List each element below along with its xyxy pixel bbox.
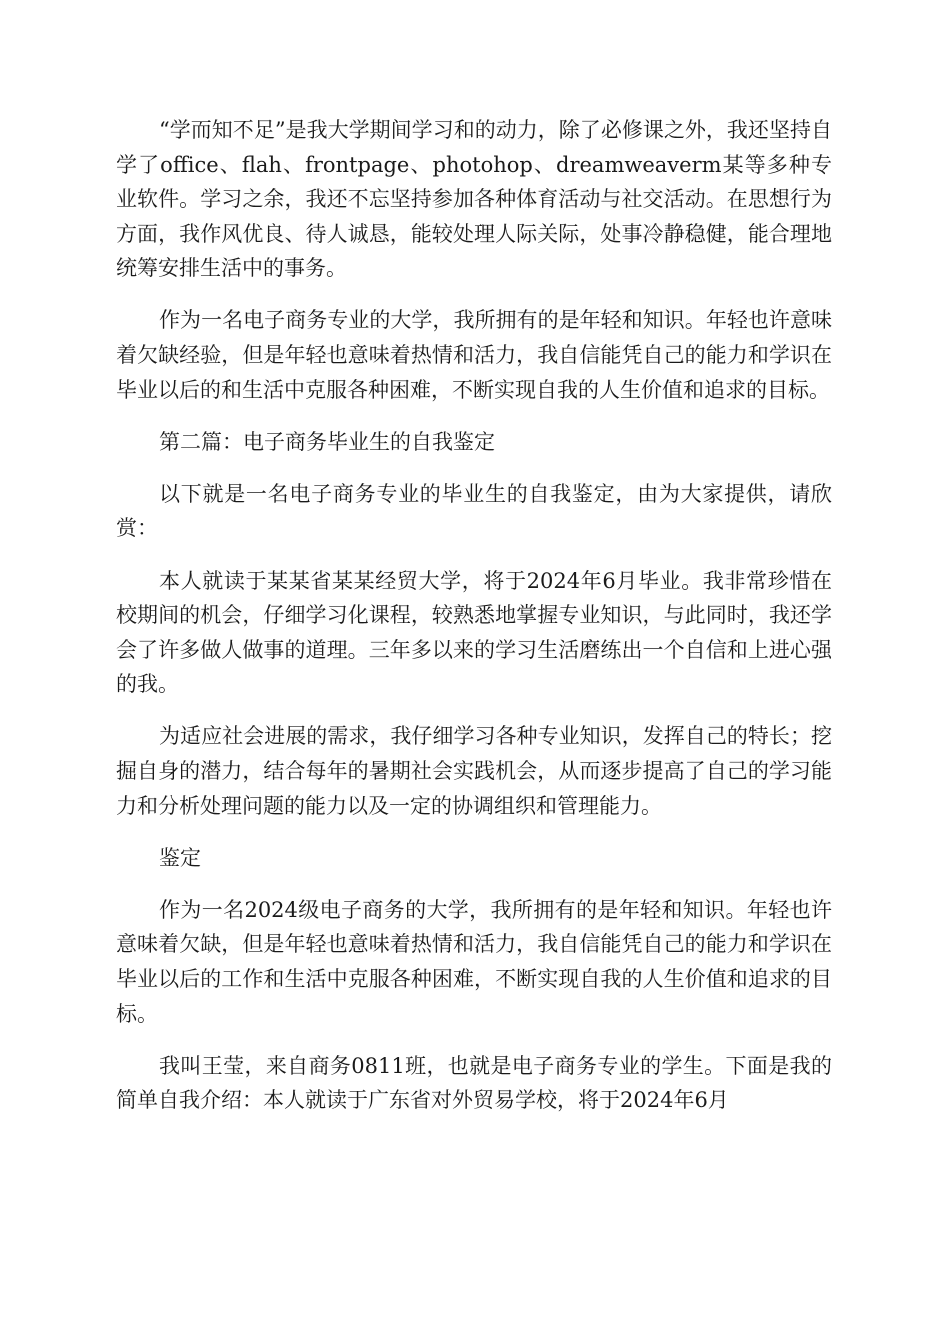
document-page — [116, 113, 832, 1135]
paragraph-class-2024: 作为一名2024级电子商务的大学，我所拥有的是年轻和知识。年轻也许意味着欠缺，但是年轻也意味着热情和活力，我自信能凭自己的能力和学识在毕业以后的工作和生活中克服各种困难，不断实现自我的人生价值和追求的目标。 — [116, 897, 832, 1026]
paragraph-university: 本人就读于某某省某某经贸大学，将于2024年6月毕业。我非常珍惜在校期间的机会，仔细学习化课程，较熟悉地掌握专业知识，与此同时，我还学会了许多做人做事的道理。三年多以来的学习生活磨练出一个自信和上进心强的我。 — [116, 568, 832, 697]
section-heading-second-article: 第二篇：电子商务毕业生的自我鉴定 — [159, 429, 495, 454]
paragraph-self-study: “学而知不足”是我大学期间学习和的动力，除了必修课之外，我还坚持自学了office、flah、frontpage、photohop、dreamweaverm某等多种专业软件。学习之余，我还不忘坚持参加各种体育活动与社交活动。在思想行为方面，我作风优良、待人诚恳，能较处理人际关际，处事冷静稳健，能合理地统筹安排生活中的事务。 — [116, 118, 832, 281]
paragraph-youth-knowledge: 作为一名电子商务专业的大学，我所拥有的是年轻和知识。年轻也许意味着欠缺经验，但是年轻也意味着热情和活力，我自信能凭自己的能力和学识在毕业以后的和生活中克服各种困难，不断实现自我的人生价值和追求的目标。 — [116, 308, 832, 402]
paragraph-self-introduction: 我叫王莹，来自商务0811班，也就是电子商务专业的学生。下面是我的简单自我介绍：本人就读于广东省对外贸易学校，将于2024年6月 — [116, 1053, 832, 1113]
section-heading-appraisal: 鉴定 — [159, 845, 201, 870]
paragraph-social-needs: 为适应社会进展的需求，我仔细学习各种专业知识，发挥自己的特长；挖掘自身的潜力，结合每年的暑期社会实践机会，从而逐步提高了自己的学习能力和分析处理问题的能力以及一定的协调组织和管理能力。 — [116, 724, 832, 818]
paragraph-intro: 以下就是一名电子商务专业的毕业生的自我鉴定，由为大家提供，请欣赏： — [116, 481, 832, 541]
